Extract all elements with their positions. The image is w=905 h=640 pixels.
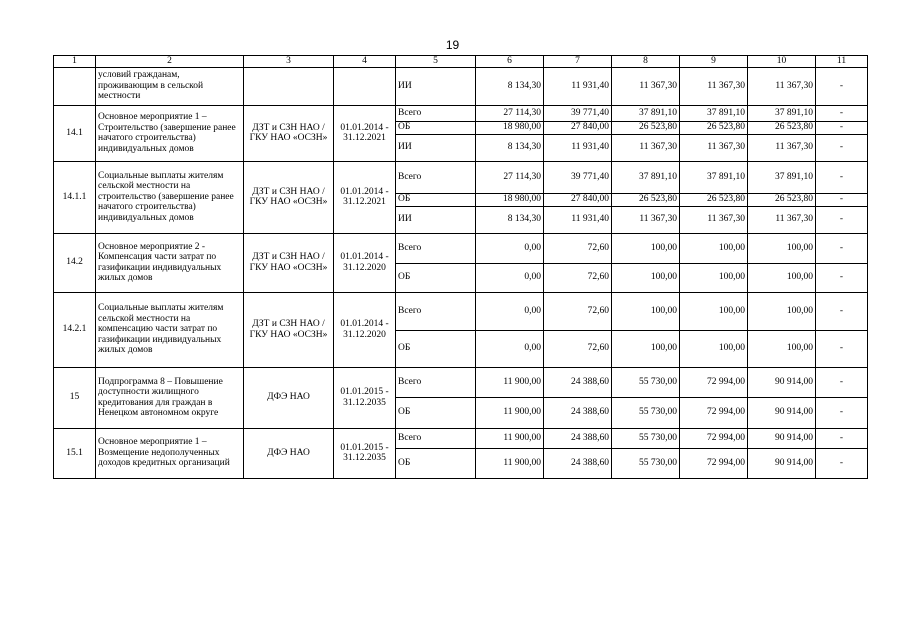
value-col-6: 11 900,00 — [476, 397, 544, 428]
value-col-9: 11 367,30 — [680, 134, 748, 161]
value-col-9: 37 891,10 — [680, 105, 748, 121]
column-number: 11 — [816, 56, 868, 68]
value-col-7: 27 840,00 — [544, 121, 612, 134]
item-executor: ДФЭ НАО — [244, 367, 334, 428]
item-code: 14.2.1 — [54, 292, 96, 367]
value-col-10: 100,00 — [748, 263, 816, 292]
column-number: 8 — [612, 56, 680, 68]
item-code: 14.1 — [54, 105, 96, 161]
item-name: Основное мероприятие 2 - Компенсация части затрат по газификации индивидуальных жилых домов — [96, 233, 244, 292]
value-col-9: 100,00 — [680, 330, 748, 367]
item-period: 01.01.2015 - 31.12.2035 — [334, 367, 396, 428]
value-col-11: - — [816, 233, 868, 263]
value-col-8: 37 891,10 — [612, 105, 680, 121]
value-col-7: 39 771,40 — [544, 161, 612, 193]
item-executor: ДЗТ и СЗН НАО / ГКУ НАО «ОСЗН» — [244, 161, 334, 233]
item-period: 01.01.2015 - 31.12.2035 — [334, 428, 396, 478]
column-number: 10 — [748, 56, 816, 68]
value-col-10: 100,00 — [748, 330, 816, 367]
value-col-8: 11 367,30 — [612, 134, 680, 161]
table-row — [54, 292, 868, 330]
value-col-11: - — [816, 292, 868, 330]
value-col-8: 55 730,00 — [612, 397, 680, 428]
item-period — [334, 67, 396, 105]
funding-source: ИИ — [396, 206, 476, 233]
funding-source: Всего — [396, 233, 476, 263]
value-col-11: - — [816, 193, 868, 206]
value-col-8: 100,00 — [612, 330, 680, 367]
column-number: 7 — [544, 56, 612, 68]
value-col-9: 72 994,00 — [680, 448, 748, 478]
value-col-10: 90 914,00 — [748, 367, 816, 397]
item-code: 15 — [54, 367, 96, 428]
item-code: 15.1 — [54, 428, 96, 478]
value-col-6: 27 114,30 — [476, 105, 544, 121]
value-col-6: 11 900,00 — [476, 448, 544, 478]
value-col-7: 24 388,60 — [544, 448, 612, 478]
value-col-6: 18 980,00 — [476, 193, 544, 206]
table-row — [54, 67, 868, 105]
item-code: 14.2 — [54, 233, 96, 292]
funding-source: ОБ — [396, 121, 476, 134]
value-col-9: 37 891,10 — [680, 161, 748, 193]
value-col-10: 90 914,00 — [748, 397, 816, 428]
value-col-6: 11 900,00 — [476, 367, 544, 397]
funding-source: Всего — [396, 105, 476, 121]
table-row — [54, 105, 868, 121]
value-col-8: 55 730,00 — [612, 428, 680, 448]
funding-source: ИИ — [396, 134, 476, 161]
item-name: Социальные выплаты жителям сельской местности на строительство (завершение ранее начатого строительства) индивидуальных домов — [96, 161, 244, 233]
value-col-7: 27 840,00 — [544, 193, 612, 206]
value-col-8: 11 367,30 — [612, 67, 680, 105]
value-col-7: 39 771,40 — [544, 105, 612, 121]
funding-source: ОБ — [396, 193, 476, 206]
financing-table — [53, 55, 868, 479]
funding-source: ОБ — [396, 330, 476, 367]
value-col-8: 100,00 — [612, 233, 680, 263]
column-number: 3 — [244, 56, 334, 68]
value-col-9: 100,00 — [680, 263, 748, 292]
table-row — [54, 161, 868, 193]
value-col-9: 26 523,80 — [680, 121, 748, 134]
value-col-7: 72,60 — [544, 330, 612, 367]
value-col-10: 26 523,80 — [748, 121, 816, 134]
value-col-8: 100,00 — [612, 292, 680, 330]
value-col-6: 8 134,30 — [476, 134, 544, 161]
funding-source: Всего — [396, 292, 476, 330]
value-col-6: 0,00 — [476, 233, 544, 263]
value-col-8: 100,00 — [612, 263, 680, 292]
value-col-10: 90 914,00 — [748, 448, 816, 478]
item-executor: ДФЭ НАО — [244, 428, 334, 478]
value-col-11: - — [816, 263, 868, 292]
value-col-7: 11 931,40 — [544, 67, 612, 105]
column-number: 9 — [680, 56, 748, 68]
funding-source: ОБ — [396, 397, 476, 428]
item-name: Подпрограмма 8 – Повышение доступности жилищного кредитования для граждан в Ненецком автономном округе — [96, 367, 244, 428]
funding-source: ОБ — [396, 448, 476, 478]
value-col-9: 26 523,80 — [680, 193, 748, 206]
value-col-9: 11 367,30 — [680, 206, 748, 233]
value-col-6: 0,00 — [476, 292, 544, 330]
value-col-9: 100,00 — [680, 292, 748, 330]
item-name: условий гражданам, проживающим в сельской местности — [96, 67, 244, 105]
value-col-11: - — [816, 121, 868, 134]
value-col-11: - — [816, 67, 868, 105]
item-executor: ДЗТ и СЗН НАО / ГКУ НАО «ОСЗН» — [244, 233, 334, 292]
item-period: 01.01.2014 - 31.12.2020 — [334, 233, 396, 292]
value-col-7: 24 388,60 — [544, 428, 612, 448]
value-col-6: 8 134,30 — [476, 206, 544, 233]
item-executor: ДЗТ и СЗН НАО / ГКУ НАО «ОСЗН» — [244, 105, 334, 161]
value-col-9: 11 367,30 — [680, 67, 748, 105]
value-col-6: 0,00 — [476, 330, 544, 367]
value-col-11: - — [816, 206, 868, 233]
value-col-11: - — [816, 448, 868, 478]
value-col-10: 100,00 — [748, 292, 816, 330]
value-col-6: 18 980,00 — [476, 121, 544, 134]
column-number: 2 — [96, 56, 244, 68]
value-col-7: 24 388,60 — [544, 397, 612, 428]
funding-source: ИИ — [396, 67, 476, 105]
value-col-10: 90 914,00 — [748, 428, 816, 448]
column-number: 4 — [334, 56, 396, 68]
column-number: 5 — [396, 56, 476, 68]
value-col-10: 26 523,80 — [748, 193, 816, 206]
column-number: 6 — [476, 56, 544, 68]
funding-source: Всего — [396, 161, 476, 193]
value-col-8: 55 730,00 — [612, 367, 680, 397]
item-period: 01.01.2014 - 31.12.2021 — [334, 105, 396, 161]
value-col-11: - — [816, 330, 868, 367]
item-executor: ДЗТ и СЗН НАО / ГКУ НАО «ОСЗН» — [244, 292, 334, 367]
table-row — [54, 367, 868, 397]
value-col-6: 0,00 — [476, 263, 544, 292]
value-col-8: 11 367,30 — [612, 206, 680, 233]
table-row — [54, 428, 868, 448]
value-col-8: 26 523,80 — [612, 121, 680, 134]
value-col-7: 11 931,40 — [544, 206, 612, 233]
value-col-11: - — [816, 397, 868, 428]
value-col-7: 72,60 — [544, 292, 612, 330]
value-col-10: 11 367,30 — [748, 134, 816, 161]
funding-source: ОБ — [396, 263, 476, 292]
value-col-9: 100,00 — [680, 233, 748, 263]
funding-source: Всего — [396, 367, 476, 397]
value-col-10: 11 367,30 — [748, 206, 816, 233]
column-number-row — [54, 56, 868, 68]
value-col-7: 24 388,60 — [544, 367, 612, 397]
item-name: Основное мероприятие 1 – Строительство (завершение ранее начатого строительства) индивидуальных домов — [96, 105, 244, 161]
value-col-10: 11 367,30 — [748, 67, 816, 105]
value-col-9: 72 994,00 — [680, 397, 748, 428]
item-name: Социальные выплаты жителям сельской местности на компенсацию части затрат по газификации индивидуальных жилых домов — [96, 292, 244, 367]
value-col-8: 37 891,10 — [612, 161, 680, 193]
item-executor — [244, 67, 334, 105]
value-col-11: - — [816, 367, 868, 397]
value-col-7: 72,60 — [544, 263, 612, 292]
value-col-6: 11 900,00 — [476, 428, 544, 448]
table-row — [54, 233, 868, 263]
value-col-8: 55 730,00 — [612, 448, 680, 478]
value-col-10: 100,00 — [748, 233, 816, 263]
value-col-9: 72 994,00 — [680, 367, 748, 397]
value-col-11: - — [816, 134, 868, 161]
value-col-11: - — [816, 105, 868, 121]
column-number: 1 — [54, 56, 96, 68]
funding-source: Всего — [396, 428, 476, 448]
value-col-11: - — [816, 428, 868, 448]
item-name: Основное мероприятие 1 – Возмещение недополученных доходов кредитных организаций — [96, 428, 244, 478]
item-code — [54, 67, 96, 105]
item-period: 01.01.2014 - 31.12.2021 — [334, 161, 396, 233]
value-col-7: 72,60 — [544, 233, 612, 263]
value-col-9: 72 994,00 — [680, 428, 748, 448]
value-col-10: 37 891,10 — [748, 105, 816, 121]
value-col-10: 37 891,10 — [748, 161, 816, 193]
value-col-7: 11 931,40 — [544, 134, 612, 161]
value-col-6: 27 114,30 — [476, 161, 544, 193]
value-col-8: 26 523,80 — [612, 193, 680, 206]
item-period: 01.01.2014 - 31.12.2020 — [334, 292, 396, 367]
value-col-6: 8 134,30 — [476, 67, 544, 105]
value-col-11: - — [816, 161, 868, 193]
page-number: 19 — [445, 38, 460, 52]
item-code: 14.1.1 — [54, 161, 96, 233]
